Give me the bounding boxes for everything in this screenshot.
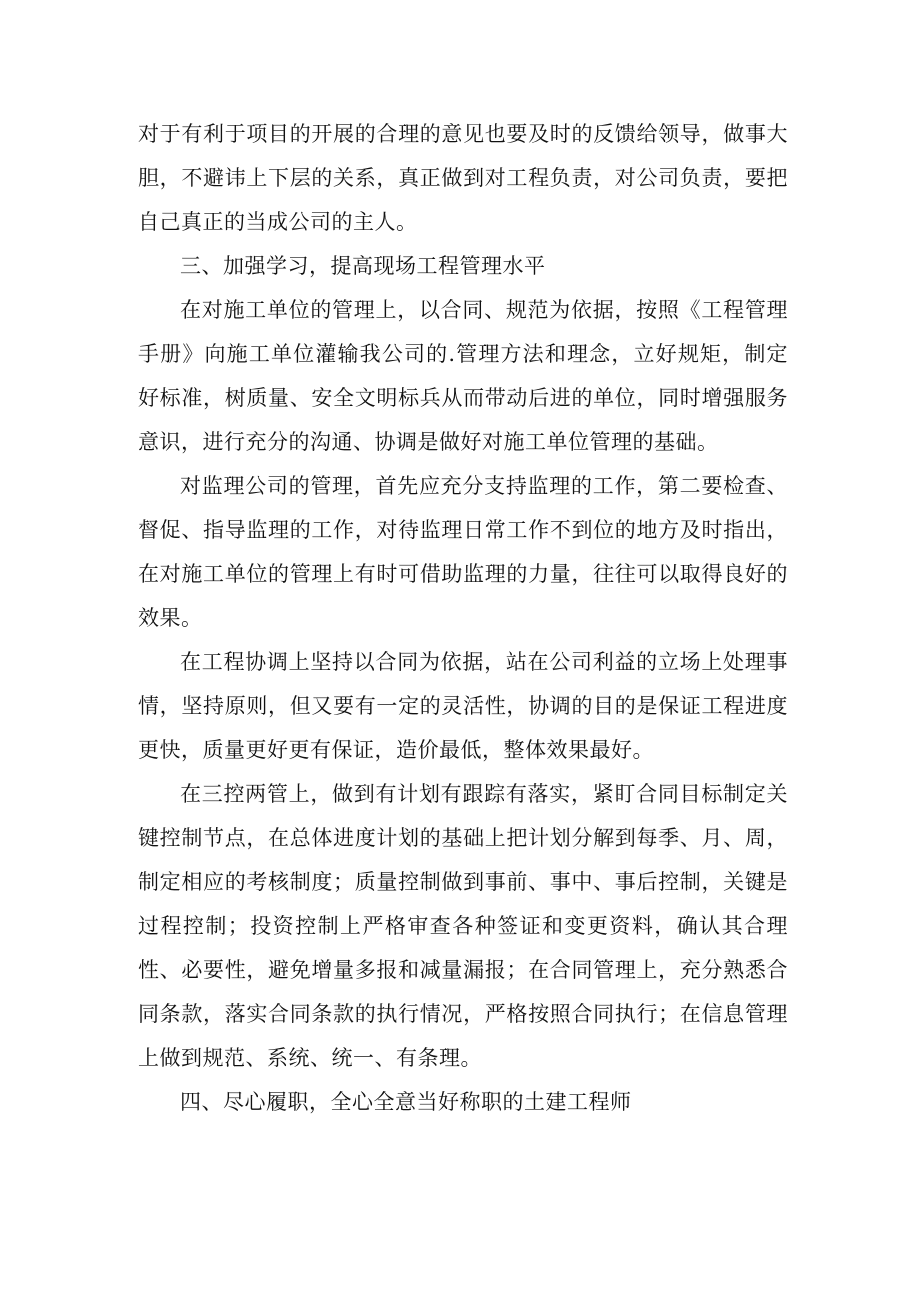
document-body xyxy=(138,112,788,1124)
paragraph-supervision-management: 对监理公司的管理，首先应充分支持监理的工作，第二要检查、督促、指导监理的工作，对待监理日常工作不到位的地方及时指出，在对施工单位的管理上有时可借助监理的力量，往往可以取得良好的效果。 xyxy=(138,474,788,630)
paragraph-contractor-management: 在对施工单位的管理上，以合同、规范为依据，按照《工程管理手册》向施工单位灌输我公司的.管理方法和理念，立好规矩，制定好标准，树质量、安全文明标兵从而带动后进的单位，同时增强服务意识，进行充分的沟通、协调是做好对施工单位管理的基础。 xyxy=(138,298,788,454)
paragraph-coordination: 在工程协调上坚持以合同为依据，站在公司利益的立场上处理事情，坚持原则，但又要有一定的灵活性，协调的目的是保证工程进度更快，质量更好更有保证，造价最低，整体效果最好。 xyxy=(138,650,788,762)
paragraph-three-controls: 在三控两管上，做到有计划有跟踪有落实，紧盯合同目标制定关键控制节点，在总体进度计划的基础上把计划分解到每季、月、周，制定相应的考核制度；质量控制做到事前、事中、事后控制，关键是过程控制；投资控制上严格审查各种签证和变更资料，确认其合理性、必要性，避免增量多报和减量漏报；在合同管理上，充分熟悉合同条款，落实合同条款的执行情况，严格按照合同执行；在信息管理上做到规范、系统、统一、有条理。 xyxy=(138,782,788,1070)
paragraph-continuation: 对于有利于项目的开展的合理的意见也要及时的反馈给领导，做事大胆，不避讳上下层的关系，真正做到对工程负责，对公司负责，要把自己真正的当成公司的主人。 xyxy=(138,122,788,234)
section-heading-3: 三、加强学习，提高现场工程管理水平 xyxy=(180,254,546,278)
section-heading-4: 四、尽心履职，全心全意当好称职的土建工程师 xyxy=(180,1090,632,1114)
